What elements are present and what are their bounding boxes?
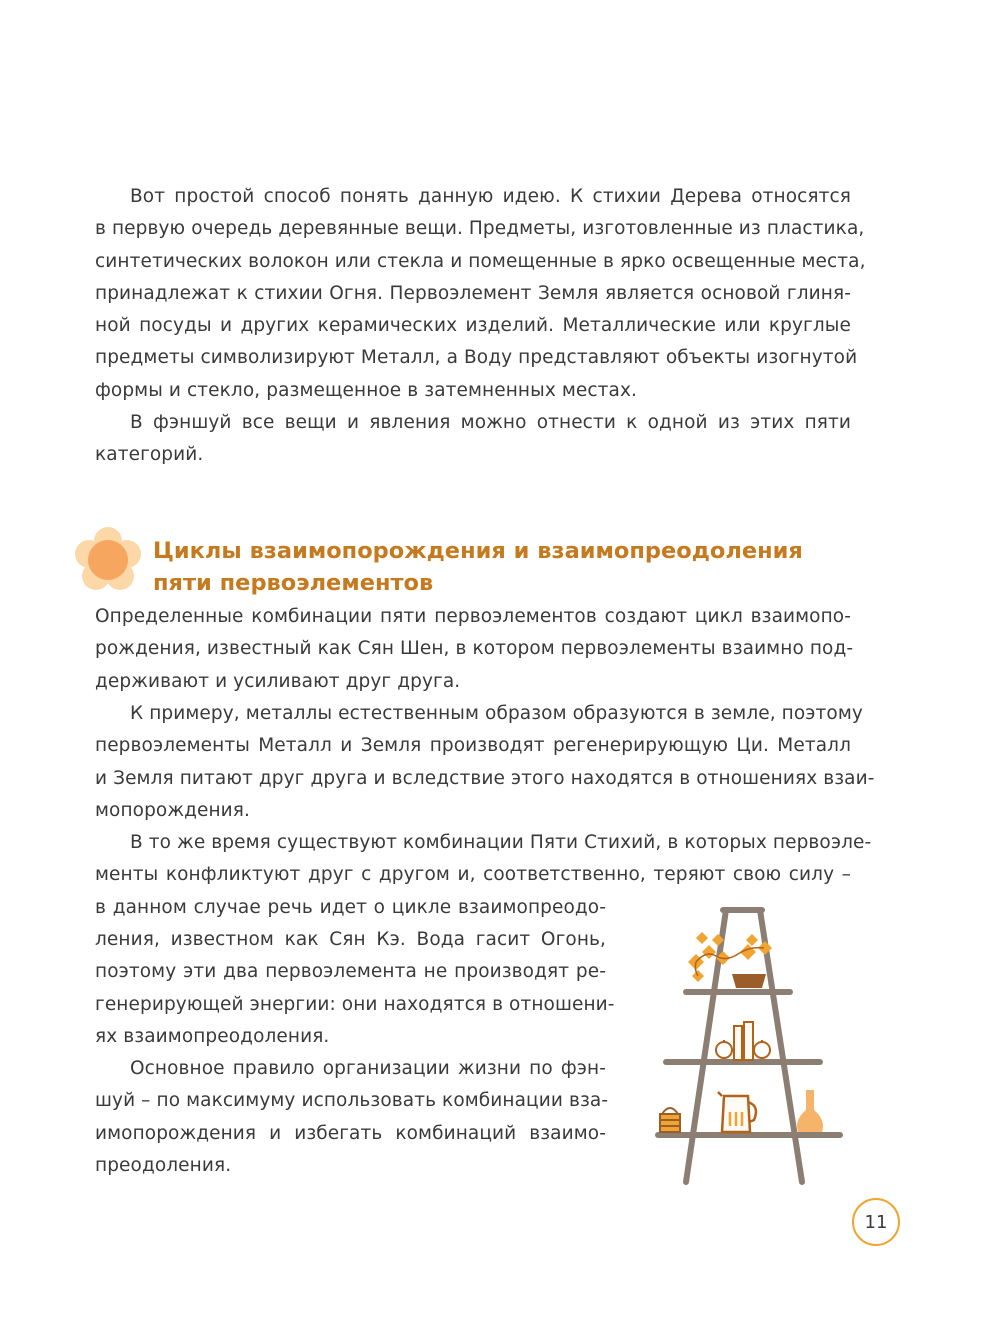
text-line: Основное правило организации жизни по фэн- xyxy=(130,1058,606,1079)
text-line: мопорождения. xyxy=(95,800,251,821)
text-line: ной посуды и других керамических изделий. Металлические или круглые xyxy=(95,315,851,336)
text-line: в первую очередь деревянные вещи. Предметы, изготовленные из пластика, xyxy=(95,218,865,239)
text-line: генерирующей энергии: они находятся в отношени- xyxy=(95,994,615,1015)
text-line: рождения, известный как Сян Шен, в котором первоэлементы взаимно под- xyxy=(95,638,854,659)
text-line: поэтому эти два первоэлемента не производят ре- xyxy=(95,961,606,982)
text-line: в данном случае речь идет о цикле взаимопреодо- xyxy=(95,897,606,918)
page-number: 11 xyxy=(852,1198,900,1246)
text-line: предметы символизируют Металл, а Воду представляют объекты изогнутой xyxy=(95,347,858,368)
text-line: шуй – по максимуму использовать комбинации вза- xyxy=(95,1090,609,1111)
section-title: пяти первоэлементов xyxy=(153,570,434,596)
text-line: В фэншуй все вещи и явления можно отнести к одной из этих пяти xyxy=(130,412,851,433)
text-line: категорий. xyxy=(95,444,204,465)
text-line: ления, известном как Сян Кэ. Вода гасит Огонь, xyxy=(95,929,606,950)
text-line: преодоления. xyxy=(95,1155,232,1176)
text-line: и Земля питают друг друга и вследствие этого находятся в отношениях взаи- xyxy=(95,768,875,789)
section-title: Циклы взаимопорождения и взаимопреодоления xyxy=(153,538,803,564)
text-line: К примеру, металлы естественным образом образуются в земле, поэтому xyxy=(130,703,863,724)
text-line: Определенные комбинации пяти первоэлементов создают цикл взаимопо- xyxy=(95,606,851,627)
text-line: ях взаимопреодоления. xyxy=(95,1026,330,1047)
text-line: Вот простой способ понять данную идею. К стихии Дерева относятся xyxy=(130,186,851,207)
text-line: менты конфликтуют друг с другом и, соответственно, теряют свою силу – xyxy=(95,864,851,885)
shelf-illustration xyxy=(650,900,850,1190)
text-line: держивают и усиливают друг друга. xyxy=(95,671,461,692)
text-line: принадлежат к стихии Огня. Первоэлемент Земля является основой глиня- xyxy=(95,283,851,304)
text-line: В то же время существуют комбинации Пяти Стихий, в которых первоэле- xyxy=(130,832,872,853)
text-line: синтетических волокон или стекла и помещенные в ярко освещенные места, xyxy=(95,251,866,272)
text-line: первоэлементы Металл и Земля производят регенерирующую Ци. Металл xyxy=(95,735,851,756)
text-line: формы и стекло, размещенное в затемненных местах. xyxy=(95,380,637,401)
flower-icon xyxy=(75,527,141,593)
text-line: имопорождения и избегать комбинаций взаимо- xyxy=(95,1123,606,1144)
